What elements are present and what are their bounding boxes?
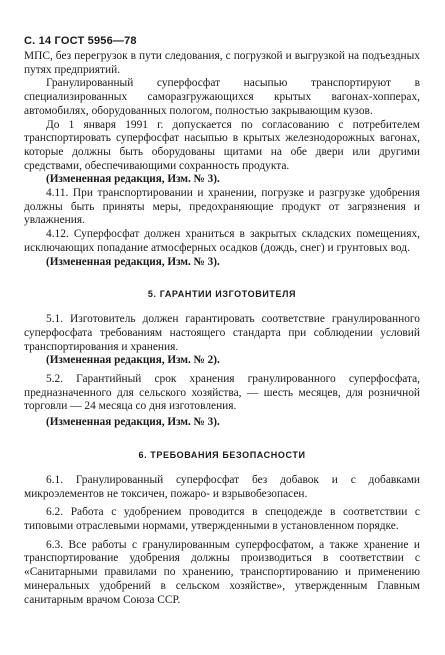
paragraph: До 1 января 1991 г. допускается по согласованию с потребителем транспортировать суперфосфат насыпью в крытых железнодорожных вагонах, которые должны быть оборудованы щитами на обе двери или другими средствами, обеспечивающими сохранность продукта. xyxy=(24,118,420,172)
page-header: С. 14 ГОСТ 5956—78 xyxy=(24,35,137,47)
paragraph: 6.1. Гранулированный суперфосфат без добавок и с добавками микроэлементов не токсичен, пожаро- и взрывобезопасен. xyxy=(24,473,420,500)
amendment-note: (Измененная редакция, Изм. № 2). xyxy=(46,354,220,367)
section-heading: 5. ГАРАНТИИ ИЗГОТОВИТЕЛЯ xyxy=(147,289,297,300)
paragraph: 6.2. Работа с удобрением проводится в спецодежде в соответствии с типовыми отраслевыми нормами, утвержденными в установленном порядке. xyxy=(24,506,420,532)
document-body xyxy=(24,50,420,607)
amendment-note: (Измененная редакция, Изм. № 3). xyxy=(46,416,220,429)
paragraph: 4.12. Суперфосфат должен храниться в закрытых складских помещениях, исключающих попадание атмосферных осадков (дождь, снег) и грунтовых вод. xyxy=(24,228,420,254)
section-heading: 6. ТРЕБОВАНИЯ БЕЗОПАСНОСТИ xyxy=(138,449,306,460)
amendment-note: (Измененная редакция, Изм. № 3). xyxy=(46,255,220,268)
paragraph: МПС, без перегрузок в пути следования, с погрузкой и выгрузкой на подъездных путях предприятий. xyxy=(24,50,420,76)
paragraph: 4.11. При транспортировании и хранении, погрузке и разгрузке удобрения должны быть приняты меры, предохраняющие продукт от загрязнения и увлажнения. xyxy=(24,187,420,227)
paragraph: 5.2. Гарантийный срок хранения гранулированного суперфосфата, предназначенного для сельского хозяйства, — шесть месяцев, для розничной торговли — 24 месяца со дня изготовления. xyxy=(24,373,420,413)
paragraph: 6.3. Все работы с гранулированным суперфосфатом, а также хранение и транспортирование удобрения должны производиться в соответствии с «Санитарными правилами по хранению, транспортированию и применению минеральных удобрений в сельском хозяйстве», утвержденным Главным санитарным врачом Союза ССР. xyxy=(24,538,420,606)
paragraph: 5.1. Изготовитель должен гарантировать соответствие гранулированного суперфосфата требованиям настоящего стандарта при соблюдении условий транспортирования и хранения. xyxy=(24,313,420,353)
amendment-note: (Измененная редакция, Изм. № 3). xyxy=(46,173,220,186)
paragraph: Гранулированный суперфосфат насыпью транспортируют в специализированных саморазгружающихся крытых вагонах-хопперах, автомобилях, оборудованных пологом, полностью закрывающим кузов. xyxy=(24,77,420,117)
